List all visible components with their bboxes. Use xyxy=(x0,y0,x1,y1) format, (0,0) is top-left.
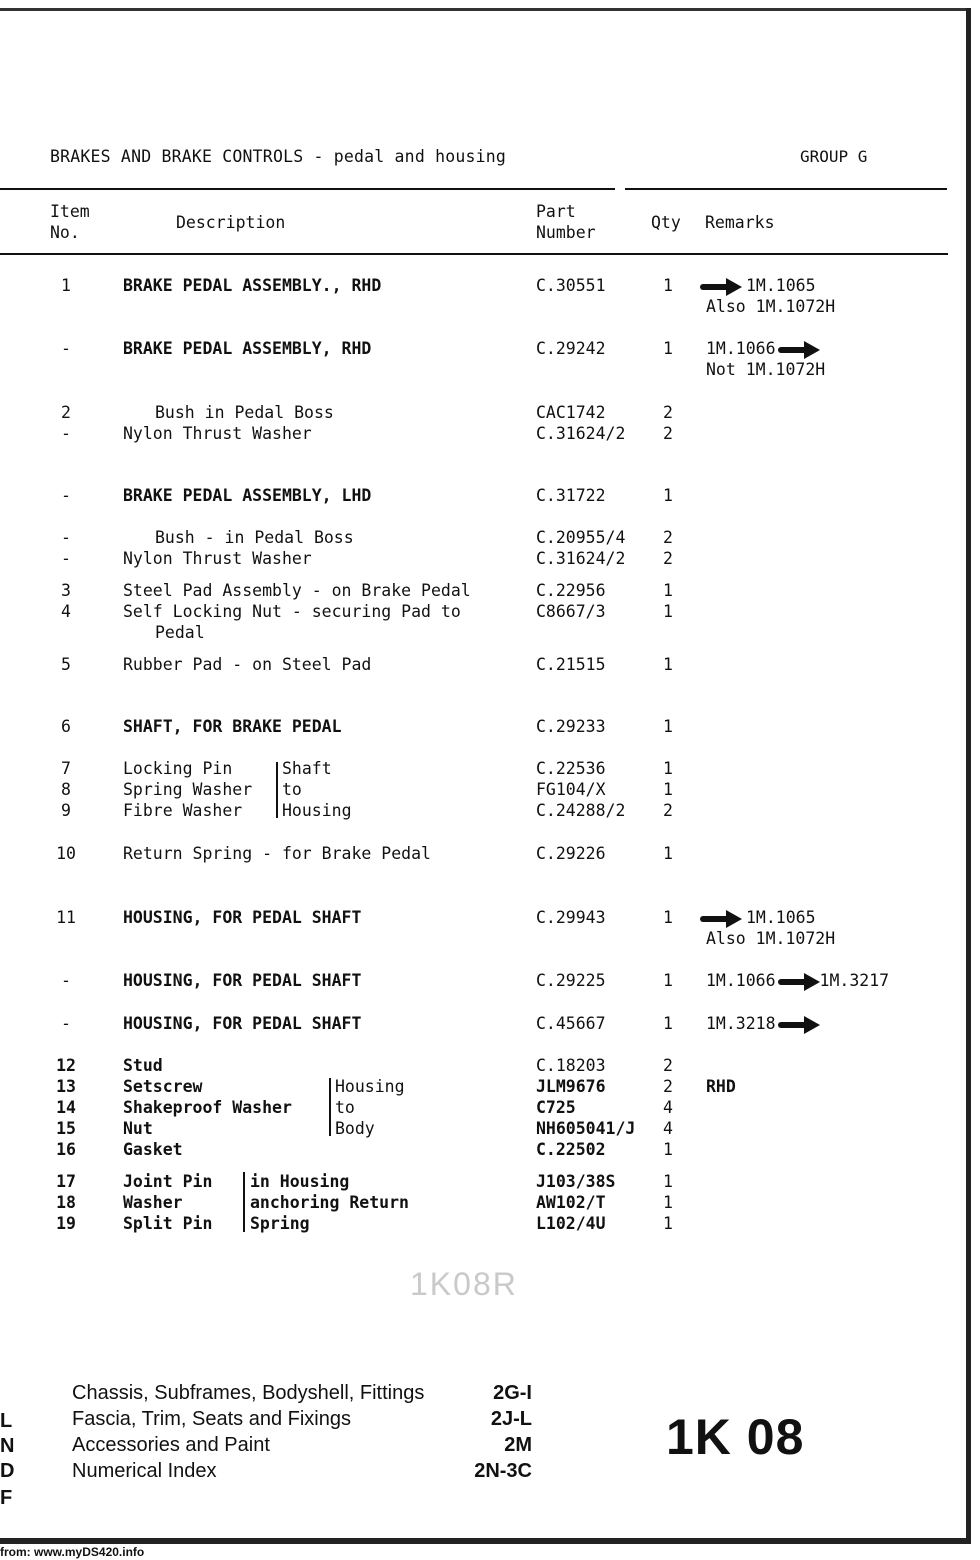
item-description: HOUSING, FOR PEDAL SHAFT xyxy=(123,971,362,990)
frame-bottom-edge xyxy=(0,1538,971,1544)
item-no: - xyxy=(61,1014,71,1033)
group-note: Shaft xyxy=(282,759,332,778)
item-description: Bush in Pedal Boss xyxy=(155,403,334,422)
fiche-number: 1K 08 xyxy=(666,1409,805,1465)
group-bracket xyxy=(329,1078,331,1136)
item-no: - xyxy=(61,971,71,990)
item-description: BRAKE PEDAL ASSEMBLY, LHD xyxy=(123,486,372,505)
item-no: 14 xyxy=(56,1098,76,1117)
part-number: C.31722 xyxy=(536,486,606,505)
quantity: 1 xyxy=(663,602,673,621)
col-item-no-line1: Item xyxy=(50,202,90,221)
group-note: Body xyxy=(335,1119,375,1138)
group-note: to xyxy=(335,1098,355,1117)
item-no: - xyxy=(61,528,71,547)
group-note: Housing xyxy=(282,801,352,820)
quantity: 1 xyxy=(663,581,673,600)
item-no: 11 xyxy=(56,908,76,927)
item-description: HOUSING, FOR PEDAL SHAFT xyxy=(123,1014,362,1033)
group-note: anchoring Return xyxy=(250,1193,409,1212)
part-number: C.18203 xyxy=(536,1056,606,1075)
quantity: 2 xyxy=(663,528,673,547)
item-no: - xyxy=(61,424,71,443)
index-code: 2G-I xyxy=(493,1382,532,1404)
group-note: in Housing xyxy=(250,1172,350,1191)
group-bracket xyxy=(243,1172,245,1232)
part-number: C.29233 xyxy=(536,717,606,736)
item-no: 7 xyxy=(61,759,71,778)
header-rule-left xyxy=(0,188,615,190)
arrow-right-icon xyxy=(700,281,744,293)
part-number: NH605041/J xyxy=(536,1119,636,1138)
item-no: 17 xyxy=(56,1172,76,1191)
col-description: Description xyxy=(176,213,286,232)
quantity: 2 xyxy=(663,1077,673,1096)
col-remarks: Remarks xyxy=(705,213,775,232)
col-item-no xyxy=(50,201,90,243)
quantity: 1 xyxy=(663,655,673,674)
remark-serial: 1M.3218 xyxy=(706,1014,776,1033)
arrow-right-icon xyxy=(778,344,822,356)
quantity: 1 xyxy=(663,339,673,358)
col-item-no-line2: No. xyxy=(50,223,80,242)
item-no: 19 xyxy=(56,1214,76,1233)
item-description: Nylon Thrust Washer xyxy=(123,424,312,443)
item-description: HOUSING, FOR PEDAL SHAFT xyxy=(123,908,362,927)
item-no: 8 xyxy=(61,780,71,799)
edge-letter: F xyxy=(0,1487,13,1509)
arrow-right-icon xyxy=(778,1019,822,1031)
item-description: Bush - in Pedal Boss xyxy=(155,528,354,547)
item-no: 12 xyxy=(56,1056,76,1075)
item-no: - xyxy=(61,549,71,568)
item-no: 4 xyxy=(61,602,71,621)
item-description: Nylon Thrust Washer xyxy=(123,549,312,568)
item-no: 18 xyxy=(56,1193,76,1212)
remark xyxy=(698,275,816,296)
part-number: C.45667 xyxy=(536,1014,606,1033)
remark-serial: 1M.1065 xyxy=(746,908,816,927)
quantity: 1 xyxy=(663,759,673,778)
frame-right-edge xyxy=(966,8,971,1540)
index-label: Chassis, Subframes, Bodyshell, Fittings xyxy=(72,1382,425,1404)
item-description: Locking Pin xyxy=(123,759,233,778)
part-number: C.22956 xyxy=(536,581,606,600)
group-note: to xyxy=(282,780,302,799)
item-description: Washer xyxy=(123,1193,183,1212)
part-number: C.29226 xyxy=(536,844,606,863)
remark-serial: 1M.1065 xyxy=(746,276,816,295)
part-number: C.22502 xyxy=(536,1140,606,1159)
item-no: 5 xyxy=(61,655,71,674)
item-description: Steel Pad Assembly - on Brake Pedal xyxy=(123,581,471,600)
item-description-cont: Pedal xyxy=(155,623,205,642)
part-number: CAC1742 xyxy=(536,403,606,422)
source-url: from: www.myDS420.info xyxy=(0,1545,145,1559)
col-part-number xyxy=(536,201,596,243)
page-title: BRAKES AND BRAKE CONTROLS - pedal and housing xyxy=(50,147,507,166)
item-no: 16 xyxy=(56,1140,76,1159)
quantity: 1 xyxy=(663,1172,673,1191)
arrow-right-icon xyxy=(700,913,744,925)
header-rule-right xyxy=(625,188,947,190)
item-description: Rubber Pad - on Steel Pad xyxy=(123,655,372,674)
item-no: 6 xyxy=(61,717,71,736)
item-description: Spring Washer xyxy=(123,780,253,799)
quantity: 1 xyxy=(663,780,673,799)
remark: RHD xyxy=(706,1077,736,1096)
item-no: 1 xyxy=(61,276,71,295)
table-header-rule xyxy=(0,253,948,255)
part-number: C8667/3 xyxy=(536,602,606,621)
part-number: FG104/X xyxy=(536,780,606,799)
remark-serial: 1M.1066 xyxy=(706,339,776,358)
part-number: C.20955/4 xyxy=(536,528,626,547)
group-note: Housing xyxy=(335,1077,405,1096)
item-no: 10 xyxy=(56,844,76,863)
remark-note: Also 1M.1072H xyxy=(706,929,836,948)
faint-stamp: 1K08R xyxy=(410,1266,518,1302)
quantity: 1 xyxy=(663,971,673,990)
item-description: BRAKE PEDAL ASSEMBLY, RHD xyxy=(123,339,372,358)
quantity: 1 xyxy=(663,486,673,505)
item-description: Joint Pin xyxy=(123,1172,213,1191)
index-label: Accessories and Paint xyxy=(72,1434,270,1456)
item-no: 9 xyxy=(61,801,71,820)
item-no: 3 xyxy=(61,581,71,600)
part-number: L102/4U xyxy=(536,1214,606,1233)
quantity: 1 xyxy=(663,908,673,927)
edge-letter: D xyxy=(0,1460,15,1482)
item-description: Shakeproof Washer xyxy=(123,1098,292,1117)
part-number: JLM9676 xyxy=(536,1077,606,1096)
quantity: 1 xyxy=(663,276,673,295)
index-label: Fascia, Trim, Seats and Fixings xyxy=(72,1408,351,1430)
group-note: Spring xyxy=(250,1214,310,1233)
part-number: C.30551 xyxy=(536,276,606,295)
remark-note: Also 1M.1072H xyxy=(706,297,836,316)
quantity: 2 xyxy=(663,403,673,422)
col-part-number-line1: Part xyxy=(536,202,576,221)
remark xyxy=(706,970,889,991)
frame-top-edge xyxy=(0,8,971,11)
item-description: BRAKE PEDAL ASSEMBLY., RHD xyxy=(123,276,382,295)
quantity: 4 xyxy=(663,1098,673,1117)
quantity: 1 xyxy=(663,717,673,736)
remark-serial-start: 1M.1066 xyxy=(706,971,776,990)
quantity: 4 xyxy=(663,1119,673,1138)
item-no: - xyxy=(61,486,71,505)
item-description: Fibre Washer xyxy=(123,801,243,820)
part-number: AW102/T xyxy=(536,1193,606,1212)
edge-letter: N xyxy=(0,1435,15,1457)
item-no: 13 xyxy=(56,1077,76,1096)
quantity: 1 xyxy=(663,1193,673,1212)
quantity: 1 xyxy=(663,1014,673,1033)
part-number: C.31624/2 xyxy=(536,549,626,568)
item-description: Return Spring - for Brake Pedal xyxy=(123,844,431,863)
remark xyxy=(698,907,816,928)
quantity: 2 xyxy=(663,1056,673,1075)
item-description: Stud xyxy=(123,1056,163,1075)
group-bracket xyxy=(276,762,278,818)
item-no: 2 xyxy=(61,403,71,422)
part-number: C.31624/2 xyxy=(536,424,626,443)
edge-letter: L xyxy=(0,1410,13,1432)
col-part-number-line2: Number xyxy=(536,223,596,242)
remark-note: Not 1M.1072H xyxy=(706,360,826,379)
index-code: 2M xyxy=(504,1434,532,1456)
index-code: 2N-3C xyxy=(474,1460,532,1482)
item-description: Self Locking Nut - securing Pad to xyxy=(123,602,461,621)
quantity: 1 xyxy=(663,1140,673,1159)
col-qty: Qty xyxy=(651,213,681,232)
item-no: 15 xyxy=(56,1119,76,1138)
remark xyxy=(706,338,824,359)
quantity: 2 xyxy=(663,801,673,820)
part-number: C.24288/2 xyxy=(536,801,626,820)
item-no: - xyxy=(61,339,71,358)
part-number: C.22536 xyxy=(536,759,606,778)
item-description: SHAFT, FOR BRAKE PEDAL xyxy=(123,717,342,736)
group-label: GROUP G xyxy=(800,147,868,166)
part-number: C.29242 xyxy=(536,339,606,358)
item-description: Split Pin xyxy=(123,1214,213,1233)
part-number: C.29225 xyxy=(536,971,606,990)
quantity: 2 xyxy=(663,424,673,443)
remark-serial-end: 1M.3217 xyxy=(819,971,890,990)
item-description: Gasket xyxy=(123,1140,183,1159)
arrow-right-icon xyxy=(778,976,818,988)
part-number: C725 xyxy=(536,1098,576,1117)
part-number: C.21515 xyxy=(536,655,606,674)
index-label: Numerical Index xyxy=(72,1460,217,1482)
quantity: 1 xyxy=(663,1214,673,1233)
remark xyxy=(706,1013,824,1034)
item-description: Nut xyxy=(123,1119,153,1138)
quantity: 1 xyxy=(663,844,673,863)
item-description: Setscrew xyxy=(123,1077,203,1096)
part-number: J103/38S xyxy=(536,1172,616,1191)
part-number: C.29943 xyxy=(536,908,606,927)
quantity: 2 xyxy=(663,549,673,568)
index-code: 2J-L xyxy=(490,1408,532,1430)
